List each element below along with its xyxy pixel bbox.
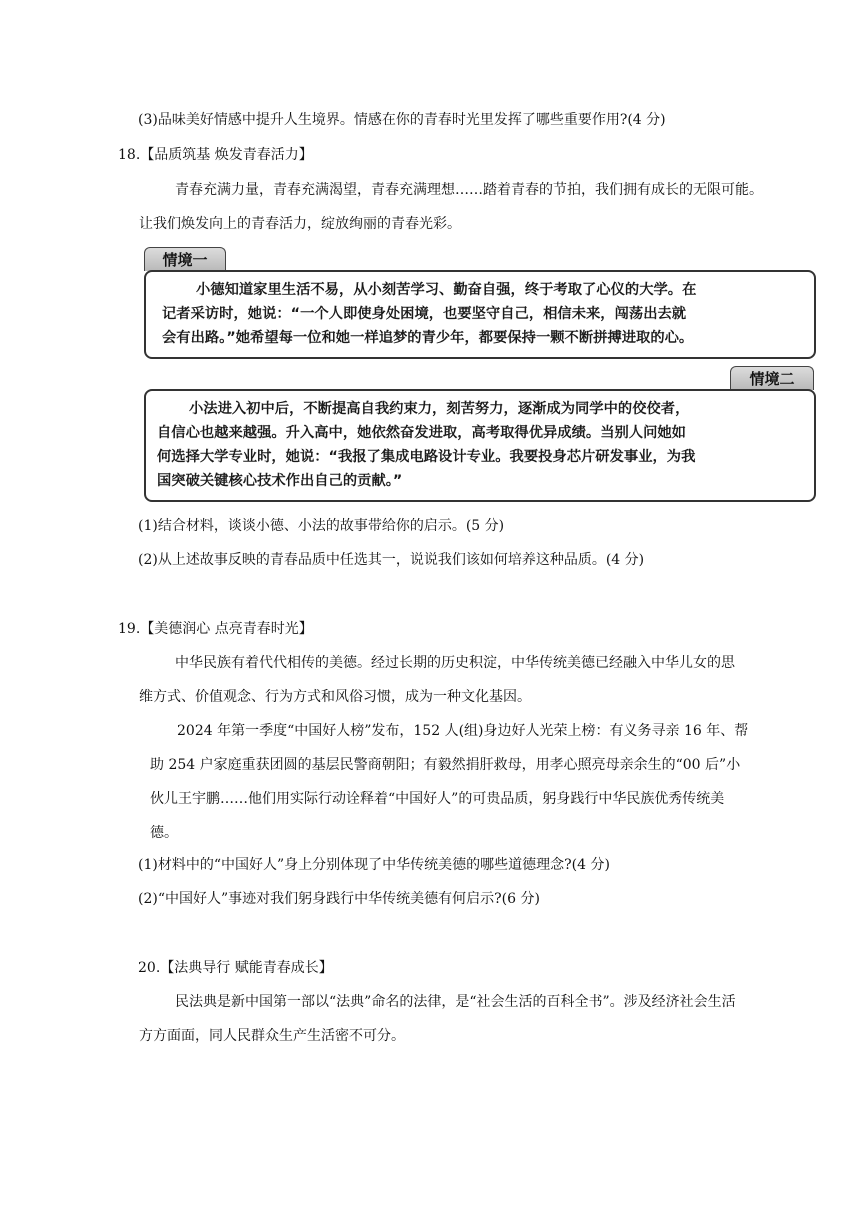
q18-intro-line-1: 青春充满力量，青春充满渴望，青春充满理想……踏着青春的节拍，我们拥有成长的无限可能。 (175, 182, 763, 198)
scenario-1-tab: 情境一 (144, 247, 226, 271)
q20-para-line-2: 方方面面，同人民群众生产生活密不可分。 (139, 1028, 405, 1044)
q19-para2-line-2: 助 254 户家庭重获团圆的基层民警商朝阳；有毅然捐肝救母，用孝心照亮母亲余生的“00 后”小 (150, 757, 741, 773)
scenario-2-line-2: 自信心也越来越强。升入高中，她依然奋发进取，高考取得优异成绩。当别人问她如 (157, 425, 686, 441)
scenario-1-line-3: 会有出路。”她希望每一位和她一样追梦的青少年，都要保持一颗不断拼搏进取的心。 (162, 330, 694, 346)
scenario-1-line-1: 小德知道家里生活不易，从小刻苦学习、勤奋自强，终于考取了心仪的大学。在 (196, 282, 697, 298)
q18-question-2: (2)从上述故事反映的青春品质中任选其一，说说我们该如何培养这种品质。(4 分) (138, 552, 645, 568)
q19-para2-line-4: 德。 (150, 825, 178, 841)
question-18-heading: 18.【品质筑基 焕发青春活力】 (118, 147, 313, 163)
question-17-3: (3)品味美好情感中提升人生境界。情感在你的青春时光里发挥了哪些重要作用?(4 分) (138, 112, 666, 128)
scenario-2-line-4: 国突破关键核心技术作出自己的贡献。” (157, 473, 403, 489)
scenario-2-line-3: 何选择大学专业时，她说：“我报了集成电路设计专业。我要投身芯片研发事业，为我 (157, 449, 696, 465)
question-19-heading: 19.【美德润心 点亮青春时光】 (118, 621, 313, 637)
q19-para1-line-1: 中华民族有着代代相传的美德。经过长期的历史积淀，中华传统美德已经融入中华儿女的思 (175, 655, 735, 671)
question-20-heading: 20.【法典导行 赋能青春成长】 (138, 960, 333, 976)
scenario-2-tab: 情境二 (730, 366, 814, 390)
q20-para-line-1: 民法典是新中国第一部以“法典”命名的法律，是“社会生活的百科全书”。涉及经济社会生活 (175, 994, 736, 1010)
scenario-1-line-2: 记者采访时，她说：“一个人即使身处困境，也要坚守自己，相信未来，闯荡出去就 (162, 306, 687, 322)
q19-para2-line-1: 2024 年第一季度“中国好人榜”发布，152 人(组)身边好人光荣上榜：有义务寻亲 16 年、帮 (177, 723, 749, 739)
q18-intro-line-2: 让我们焕发向上的青春活力，绽放绚丽的青春光彩。 (139, 216, 461, 232)
q19-question-2: (2)“中国好人”事迹对我们躬身践行中华传统美德有何启示?(6 分) (138, 891, 540, 907)
q19-para1-line-2: 维方式、价值观念、行为方式和风俗习惯，成为一种文化基因。 (139, 689, 531, 705)
scenario-2-line-1: 小法进入初中后，不断提高自我约束力，刻苦努力，逐渐成为同学中的佼佼者， (189, 401, 690, 417)
q18-question-1: (1)结合材料，谈谈小德、小法的故事带给你的启示。(5 分) (138, 518, 505, 534)
q19-para2-line-3: 伙儿王宇鹏……他们用实际行动诠释着“中国好人”的可贵品质，躬身践行中华民族优秀传统美 (150, 791, 725, 807)
q19-question-1: (1)材料中的“中国好人”身上分别体现了中华传统美德的哪些道德理念?(4 分) (138, 857, 610, 873)
